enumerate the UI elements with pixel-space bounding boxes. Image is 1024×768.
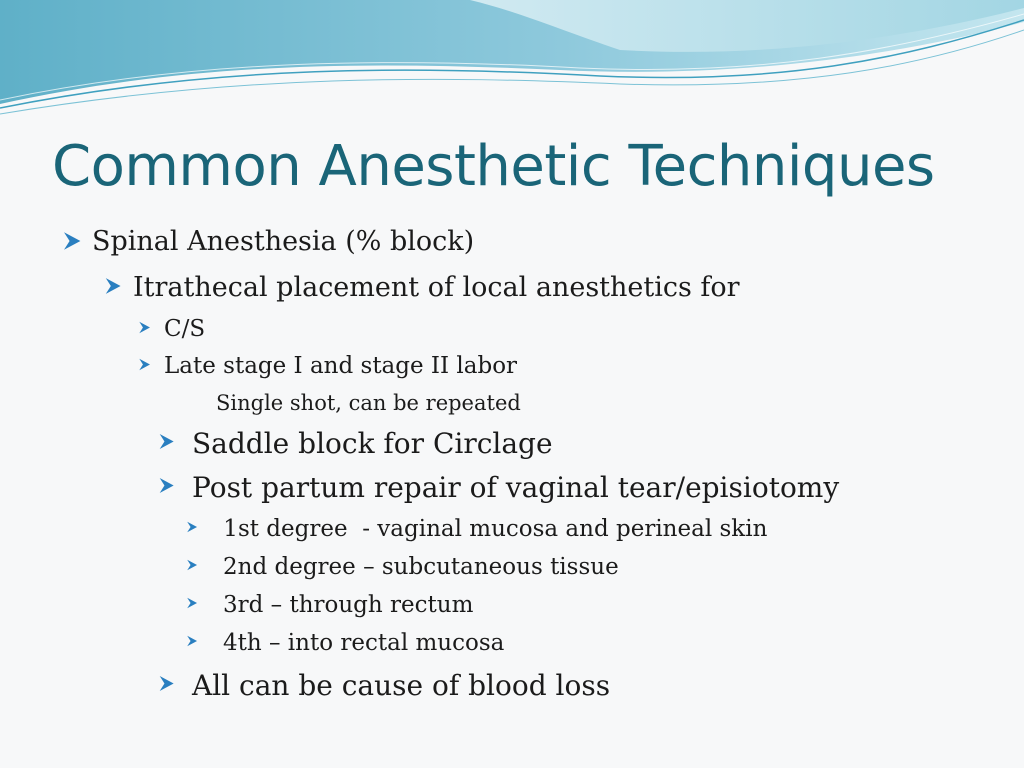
arrow-bullet-icon xyxy=(158,675,175,692)
arrow-bullet-icon xyxy=(186,521,198,533)
bullet-item-level-3 xyxy=(0,556,1000,587)
bullet-item-level-2 xyxy=(0,471,1000,510)
bullet-item-level-2 xyxy=(0,669,1000,708)
bullet-text: 2nd degree – subcutaneous tissue xyxy=(223,554,619,580)
bullet-text: 1st degree - vaginal mucosa and perineal skin xyxy=(216,516,768,542)
bullet-item-level-3 xyxy=(0,518,1000,549)
arrow-bullet-icon xyxy=(186,559,198,571)
arrow-bullet-icon xyxy=(158,433,175,450)
bullet-item-level-1 xyxy=(0,228,1000,263)
bullet-text: Single shot, can be repeated xyxy=(216,391,521,415)
bullet-text: Post partum repair of vaginal tear/episiotomy xyxy=(192,471,840,504)
bullet-text: 3rd – through rectum xyxy=(223,592,474,618)
bullet-text: Saddle block for Circlage xyxy=(192,427,553,460)
bullet-text: C/S xyxy=(164,316,206,342)
arrow-bullet-icon xyxy=(158,477,175,494)
bullet-item-level-2 xyxy=(0,427,1000,466)
bullet-item-level-3 xyxy=(0,632,1000,663)
bullet-text: Itrathecal placement of local anesthetics for xyxy=(133,272,740,303)
arrow-bullet-icon xyxy=(138,321,151,334)
bullet-item-level-3 xyxy=(0,355,1000,386)
arrow-bullet-icon xyxy=(186,597,198,609)
slide-title: Common Anesthetic Techniques xyxy=(52,134,935,199)
bullet-text: Late stage I and stage II labor xyxy=(164,353,518,379)
bullet-item-level-3 xyxy=(0,594,1000,625)
bullet-text: 4th – into rectal mucosa xyxy=(223,630,505,656)
bullet-item-level-4 xyxy=(0,393,1000,422)
bullet-text: Spinal Anesthesia (% block) xyxy=(92,226,475,257)
arrow-bullet-icon xyxy=(104,277,122,295)
arrow-bullet-icon xyxy=(186,635,198,647)
bullet-item-level-2 xyxy=(0,274,1000,309)
arrow-bullet-icon xyxy=(138,358,151,371)
bullet-text: All can be cause of blood loss xyxy=(192,669,611,702)
bullet-item-level-3 xyxy=(0,318,1000,349)
arrow-bullet-icon xyxy=(62,231,82,251)
